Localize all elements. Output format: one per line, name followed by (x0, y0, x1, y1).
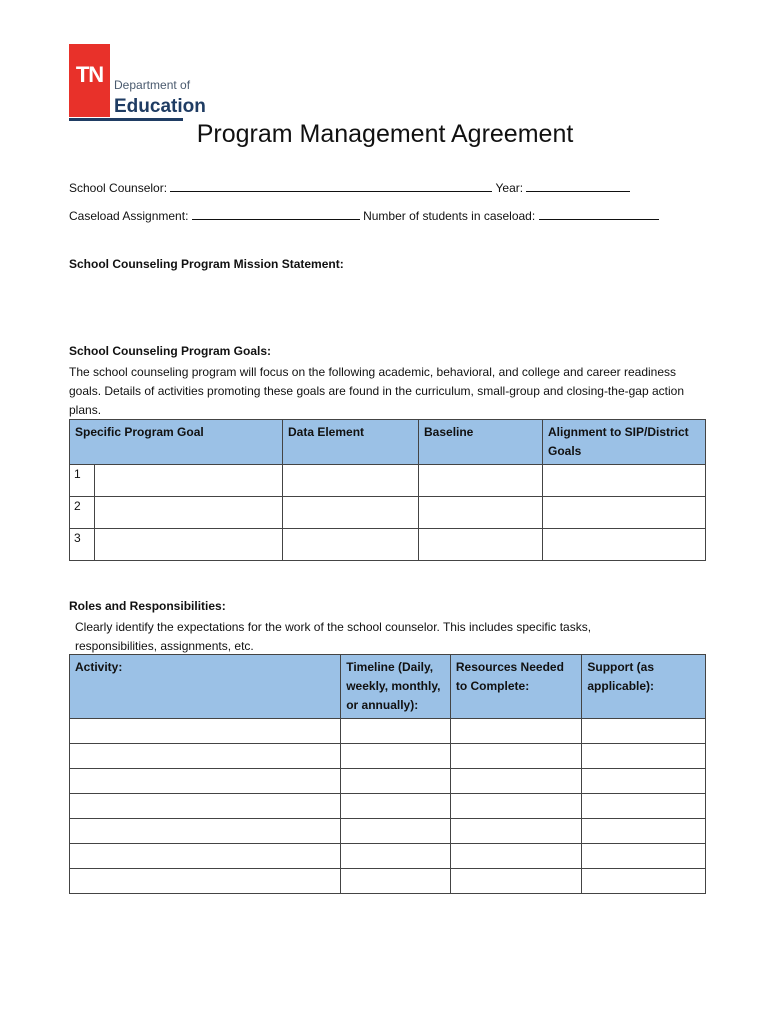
activity-cell[interactable] (70, 794, 341, 819)
caseload-label: Caseload Assignment: (69, 209, 189, 223)
tn-logo-mark: TN (69, 44, 110, 117)
roles-header-row (70, 655, 706, 719)
goals-description: The school counseling program will focus on the following academic, behavioral, and college and career readiness goals. Details of activities promoting these goals are found in the curriculum, small-group and closing-the-gap action plans. (69, 365, 684, 417)
caseload-field[interactable] (192, 208, 360, 220)
students-label: Number of students in caseload: (363, 209, 536, 223)
baseline-cell[interactable] (419, 465, 543, 497)
table-row (70, 844, 706, 869)
goals-table (69, 419, 706, 561)
roles-description: Clearly identify the expectations for the work of the school counselor. This includes specific tasks, responsibilities, assignments, etc. (75, 620, 592, 653)
col-data-element: Data Element (283, 420, 419, 465)
page-title: Program Management Agreement (196, 120, 574, 148)
col-specific-goal: Specific Program Goal (70, 420, 283, 465)
row-number: 1 (70, 465, 95, 497)
caseload-row (69, 208, 659, 223)
row-number: 2 (70, 497, 95, 529)
activity-cell[interactable] (70, 744, 341, 769)
timeline-cell[interactable] (341, 819, 451, 844)
resources-cell[interactable] (450, 769, 582, 794)
activity-cell[interactable] (70, 819, 341, 844)
resources-cell[interactable] (450, 819, 582, 844)
activity-cell[interactable] (70, 719, 341, 744)
data-element-cell[interactable] (283, 529, 419, 561)
support-cell[interactable] (582, 794, 706, 819)
table-row (70, 719, 706, 744)
activity-cell[interactable] (70, 769, 341, 794)
support-cell[interactable] (582, 819, 706, 844)
year-field[interactable] (526, 180, 630, 192)
support-cell[interactable] (582, 744, 706, 769)
col-alignment: Alignment to SIP/District Goals (543, 420, 706, 465)
table-row (70, 744, 706, 769)
table-row (70, 869, 706, 894)
logo-education-text: Education (114, 96, 206, 117)
support-cell[interactable] (582, 869, 706, 894)
support-cell[interactable] (582, 719, 706, 744)
roles-heading: Roles and Responsibilities: (69, 599, 226, 613)
timeline-cell[interactable] (341, 794, 451, 819)
timeline-cell[interactable] (341, 719, 451, 744)
col-resources: Resources Needed to Complete: (450, 655, 582, 719)
mission-heading: School Counseling Program Mission Statement: (69, 257, 344, 271)
resources-cell[interactable] (450, 794, 582, 819)
data-element-cell[interactable] (283, 465, 419, 497)
activity-cell[interactable] (70, 869, 341, 894)
goals-heading: School Counseling Program Goals: (69, 344, 272, 358)
goal-cell[interactable] (95, 465, 283, 497)
col-timeline: Timeline (Daily, weekly, monthly, or annually): (341, 655, 451, 719)
table-row (70, 497, 706, 529)
goal-cell[interactable] (95, 497, 283, 529)
timeline-cell[interactable] (341, 844, 451, 869)
table-row (70, 819, 706, 844)
col-support: Support (as applicable): (582, 655, 706, 719)
alignment-cell[interactable] (543, 497, 706, 529)
row-number: 3 (70, 529, 95, 561)
alignment-cell[interactable] (543, 529, 706, 561)
col-baseline: Baseline (419, 420, 543, 465)
table-row (70, 465, 706, 497)
goal-cell[interactable] (95, 529, 283, 561)
resources-cell[interactable] (450, 744, 582, 769)
counselor-field[interactable] (170, 180, 492, 192)
support-cell[interactable] (582, 844, 706, 869)
table-row (70, 769, 706, 794)
table-row (70, 529, 706, 561)
baseline-cell[interactable] (419, 529, 543, 561)
logo-department-text: Department of (114, 78, 191, 92)
counselor-row (69, 180, 630, 195)
support-cell[interactable] (582, 769, 706, 794)
baseline-cell[interactable] (419, 497, 543, 529)
data-element-cell[interactable] (283, 497, 419, 529)
goals-header-row (70, 420, 706, 465)
students-field[interactable] (539, 208, 659, 220)
roles-table (69, 654, 706, 894)
alignment-cell[interactable] (543, 465, 706, 497)
year-label: Year: (495, 181, 524, 195)
counselor-label: School Counselor: (69, 181, 168, 195)
timeline-cell[interactable] (341, 744, 451, 769)
resources-cell[interactable] (450, 869, 582, 894)
resources-cell[interactable] (450, 719, 582, 744)
col-activity: Activity: (70, 655, 341, 719)
tn-education-logo (69, 44, 206, 122)
table-row (70, 794, 706, 819)
timeline-cell[interactable] (341, 869, 451, 894)
activity-cell[interactable] (70, 844, 341, 869)
resources-cell[interactable] (450, 844, 582, 869)
timeline-cell[interactable] (341, 769, 451, 794)
